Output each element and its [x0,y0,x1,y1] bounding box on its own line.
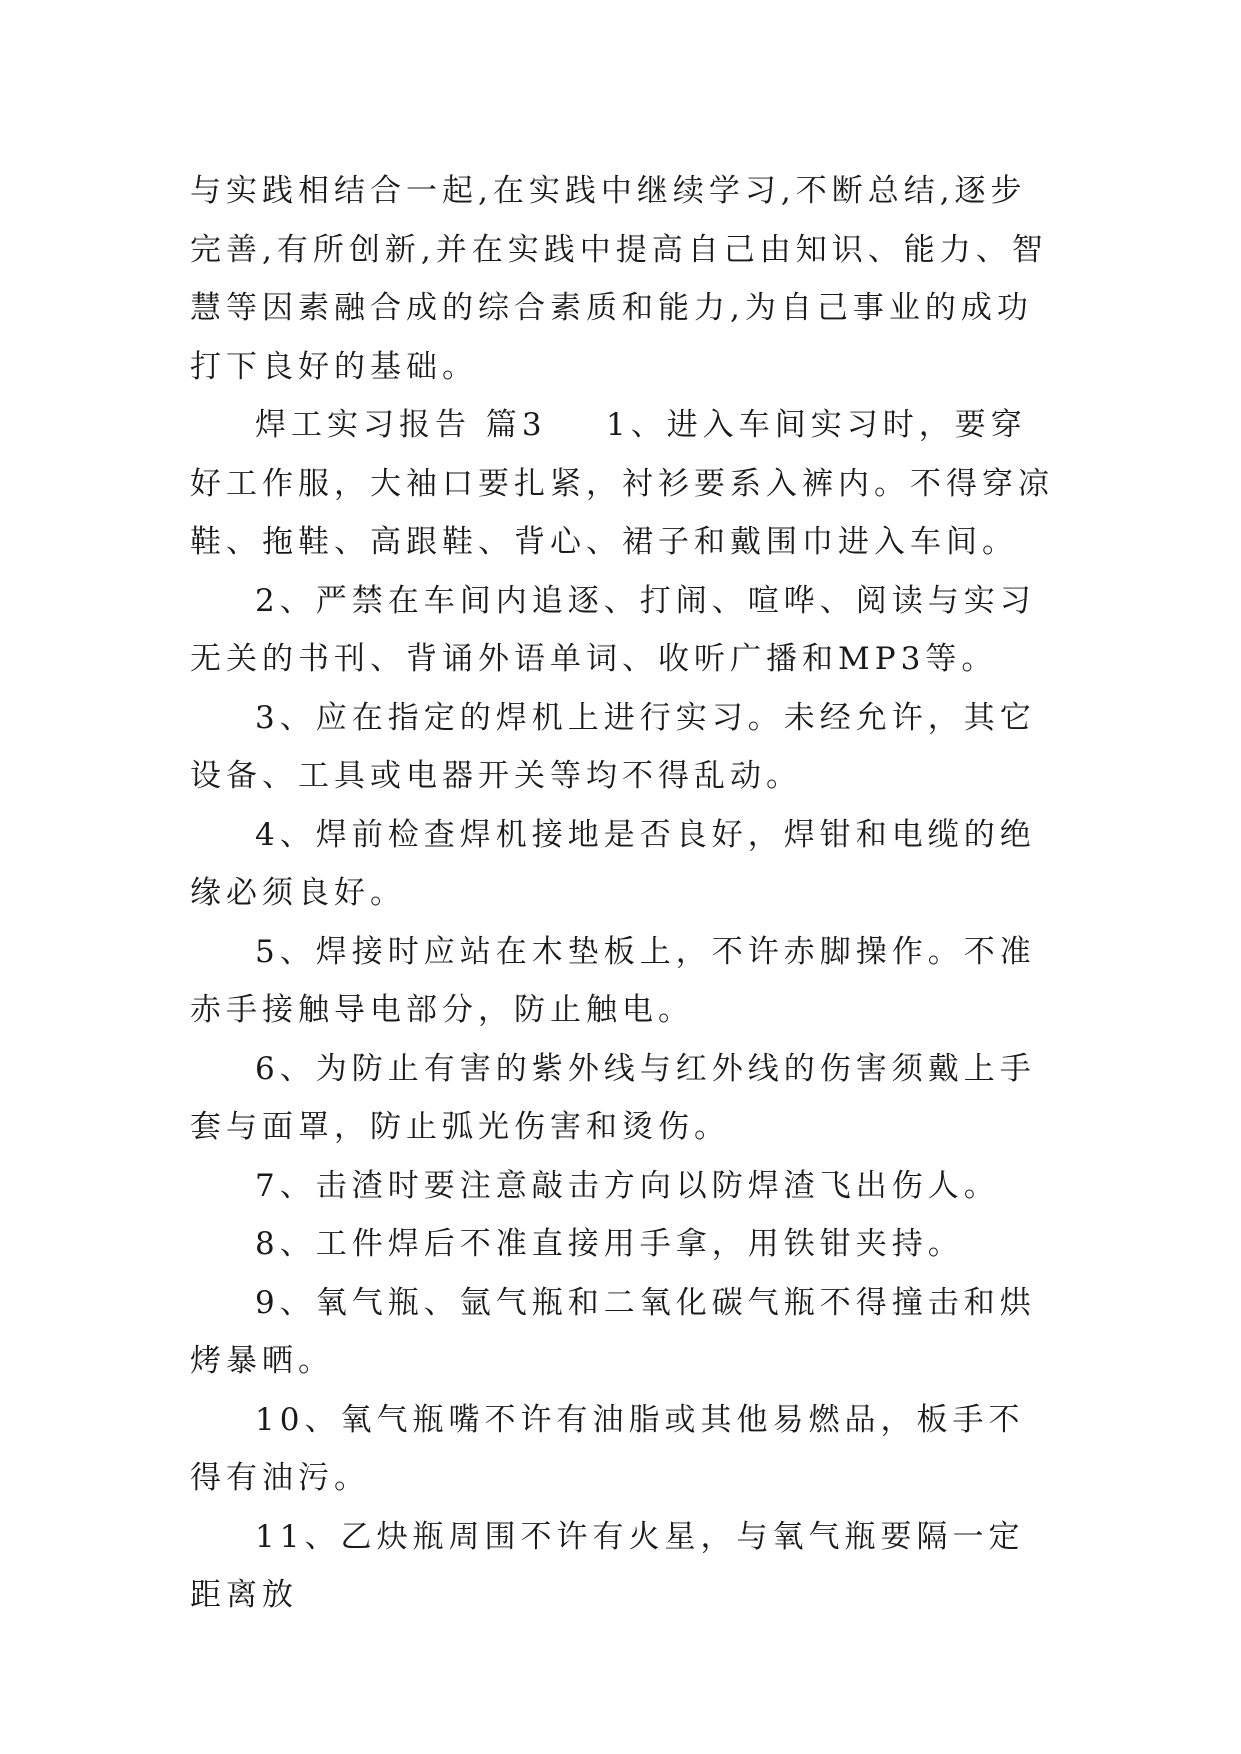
paragraph-rule-4: 4、焊前检查焊机接地是否良好，焊钳和电缆的绝缘必须良好。 [190,816,1036,911]
paragraph-rule-6: 6、为防止有害的紫外线与红外线的伤害须戴上手套与面罩，防止弧光伤害和烫伤。 [190,1050,1036,1145]
document-body [190,162,1060,1625]
paragraph-intro-conclusion: 与实践相结合一起,在实践中继续学习,不断总结,逐步完善,有所创新,并在实践中提高自己由知识、能力、智慧等因素融合成的综合素质和能力,为自己事业的成功打下良好的基础。 [190,173,1048,385]
paragraph-section-3-rule-1: 焊工实习报告 篇3 1、进入车间实习时，要穿好工作服，大袖口要扎紧，衬衫要系入裤内。不得穿凉鞋、拖鞋、高跟鞋、背心、裙子和戴围巾进入车间。 [190,407,1054,560]
paragraph-rule-5: 5、焊接时应站在木垫板上，不许赤脚操作。不准赤手接触导电部分，防止触电。 [190,933,1036,1028]
paragraph-rule-8: 8、工件焊后不准直接用手拿，用铁钳夹持。 [255,1226,964,1262]
paragraph-rule-7: 7、击渣时要注意敲击方向以防焊渣飞出伤人。 [255,1167,1000,1204]
paragraph-rule-3: 3、应在指定的焊机上进行实习。未经允许，其它设备、工具或电器开关等均不得乱动。 [190,699,1036,794]
paragraph-rule-2: 2、严禁在车间内追逐、打闹、喧哗、阅读与实习无关的书刊、背诵外语单词、收听广播和MP3等。 [190,582,1036,677]
paragraph-rule-11: 11、乙炔瓶周围不许有火星，与氧气瓶要隔一定距离放 [190,1518,1025,1613]
paragraph-rule-10: 10、氧气瓶嘴不许有油脂或其他易燃品，板手不得有油污。 [190,1401,1025,1496]
paragraph-rule-9: 9、氧气瓶、氩气瓶和二氧化碳气瓶不得撞击和烘烤暴晒。 [190,1284,1036,1379]
